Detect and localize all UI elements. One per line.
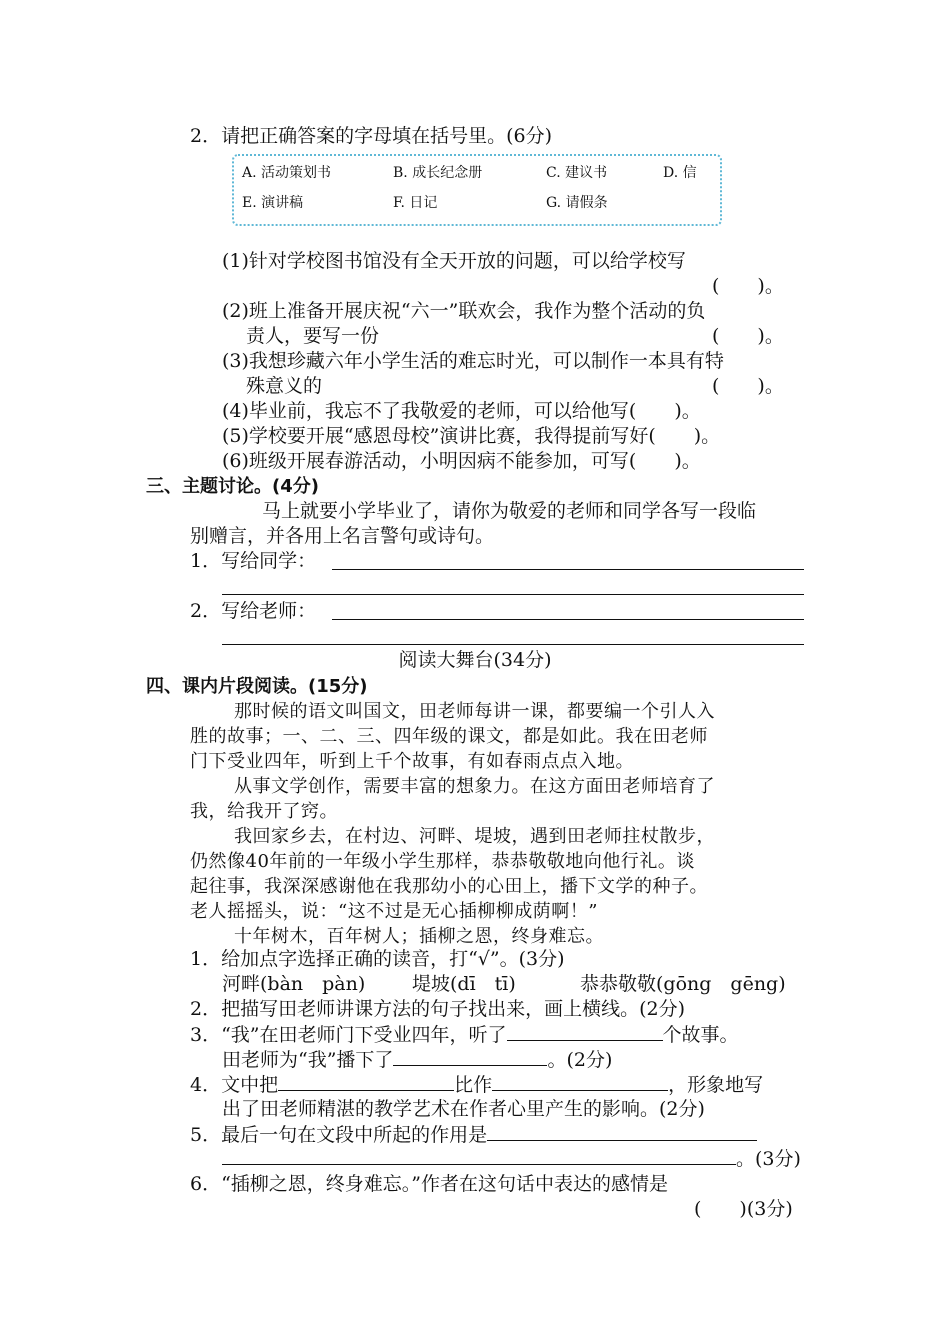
reading-q5-blank-1[interactable] <box>487 1122 757 1141</box>
passage-line: 老人摇摇头，说：“这不过是无心插柳柳成荫啊！” <box>190 901 598 922</box>
reading-q4-blank-1[interactable] <box>278 1072 454 1091</box>
reading-q3-line-1 <box>190 1022 739 1048</box>
reading-q4-text-a: 4．文中把 <box>190 1074 279 1096</box>
option-e: E. 演讲稿 <box>242 195 304 211</box>
q2-item-1-bracket[interactable]: ( )。 <box>712 275 784 297</box>
option-d: D. 信 <box>663 165 697 181</box>
reading-q4-text-c: ，形象地写 <box>668 1074 764 1096</box>
reading-section-title: 阅读大舞台(34分) <box>398 649 552 671</box>
q2-item-5: (5)学校要开展“感恩母校”演讲比赛，我得提前写好( )。 <box>222 425 721 447</box>
passage-line: 那时候的语文叫国文，田老师每讲一课，都要编一个引人入 <box>234 701 715 722</box>
section-3-prompt-2: 别赠言，并各用上名言警句或诗句。 <box>190 525 495 547</box>
reading-q6: 6．“插柳之恩，终身难忘。”作者在这句话中表达的感情是 <box>190 1173 669 1195</box>
passage-line: 仍然像40年前的一年级小学生那样，恭恭敬敬地向他行礼。谈 <box>190 851 695 872</box>
reading-q3-text-c: 田老师为“我”播下了 <box>222 1049 394 1071</box>
section-3-prompt-1: 马上就要小学毕业了，请你为敬爱的老师和同学各写一段临 <box>262 500 757 522</box>
option-b: B. 成长纪念册 <box>393 165 483 181</box>
reading-q1-option-2[interactable]: 堤坡(dī tī) <box>412 973 516 995</box>
option-a: A. 活动策划书 <box>242 165 332 181</box>
reading-q1-option-1[interactable]: 河畔(bàn pàn) <box>222 973 366 995</box>
reading-q3-text-d: 。(2分) <box>547 1049 613 1071</box>
q2-item-2-cont: 责人，要写一份 <box>246 325 380 347</box>
reading-q1: 1．给加点字选择正确的读音，打“√”。(3分) <box>190 948 565 970</box>
q2-item-4: (4)毕业前，我忘不了我敬爱的老师，可以给他写( )。 <box>222 400 701 422</box>
write-to-teacher-label: 2．写给老师： <box>190 600 317 622</box>
passage-line: 十年树木，百年树人；插柳之恩，终身难忘。 <box>234 926 604 947</box>
passage-line: 我回家乡去，在村边、河畔、堤坡，遇到田老师拄杖散步， <box>234 826 715 847</box>
reading-q4-line-1 <box>190 1072 763 1098</box>
q2-item-6: (6)班级开展春游活动，小明因病不能参加，可写( )。 <box>222 450 701 472</box>
reading-q4-line-2: 出了田老师精湛的教学艺术在作者心里产生的影响。(2分) <box>222 1098 705 1120</box>
reading-q3-text-a: 3．“我”在田老师门下受业四年，听了 <box>190 1024 507 1046</box>
passage-line: 门下受业四年，听到上千个故事，有如春雨点点入地。 <box>190 751 634 772</box>
passage-line: 从事文学创作，需要丰富的想象力。在这方面田老师培育了 <box>234 776 715 797</box>
reading-q2: 2．把描写田老师讲课方法的句子找出来，画上横线。(2分) <box>190 998 686 1020</box>
reading-q4-blank-2[interactable] <box>492 1072 668 1091</box>
classmate-answer-line-1[interactable] <box>332 569 804 570</box>
reading-q3-text-b: 个故事。 <box>662 1024 739 1046</box>
reading-q5-line-1 <box>190 1122 757 1148</box>
reading-q5-score: 。(3分) <box>736 1148 801 1170</box>
reading-q6-bracket[interactable]: ( )(3分) <box>694 1198 793 1220</box>
reading-q1-option-3[interactable]: 恭恭敬敬(gōng gēng) <box>580 973 786 995</box>
reading-q4-text-b: 比作 <box>454 1074 493 1096</box>
q2-item-1: (1)针对学校图书馆没有全天开放的问题，可以给学校写 <box>222 250 686 272</box>
teacher-answer-line-2[interactable] <box>222 644 804 645</box>
q2-item-2: (2)班上准备开展庆祝“六一”联欢会，我作为整个活动的负 <box>222 300 706 322</box>
section-4-heading: 四、课内片段阅读。(15分) <box>146 676 368 697</box>
passage-line: 起往事，我深深感谢他在我那幼小的心田上，播下文学的种子。 <box>190 876 708 897</box>
option-c: C. 建议书 <box>546 165 608 181</box>
reading-q3-blank-1[interactable] <box>507 1022 663 1041</box>
passage-line: 胜的故事；一、二、三、四年级的课文，都是如此。我在田老师 <box>190 726 708 747</box>
q2-title: 2．请把正确答案的字母填在括号里。(6分) <box>190 125 553 147</box>
q2-item-3-cont: 殊意义的 <box>246 375 323 397</box>
teacher-answer-line-1[interactable] <box>332 619 804 620</box>
section-3-heading: 三、主题讨论。(4分) <box>146 476 319 497</box>
q2-item-2-bracket[interactable]: ( )。 <box>712 325 784 347</box>
reading-q3-blank-2[interactable] <box>393 1047 547 1066</box>
write-to-classmate-label: 1．写给同学： <box>190 550 317 572</box>
option-f: F. 日记 <box>393 195 438 211</box>
passage-line: 我，给我开了窍。 <box>190 801 338 822</box>
classmate-answer-line-2[interactable] <box>222 594 804 595</box>
reading-q5-blank-2[interactable] <box>222 1164 736 1165</box>
option-g: G. 请假条 <box>546 195 608 211</box>
reading-q5-text-a: 5．最后一句在文段中所起的作用是 <box>190 1124 488 1146</box>
q2-item-3-bracket[interactable]: ( )。 <box>712 375 784 397</box>
q2-item-3: (3)我想珍藏六年小学生活的难忘时光，可以制作一本具有特 <box>222 350 724 372</box>
reading-q3-line-2 <box>222 1047 612 1073</box>
